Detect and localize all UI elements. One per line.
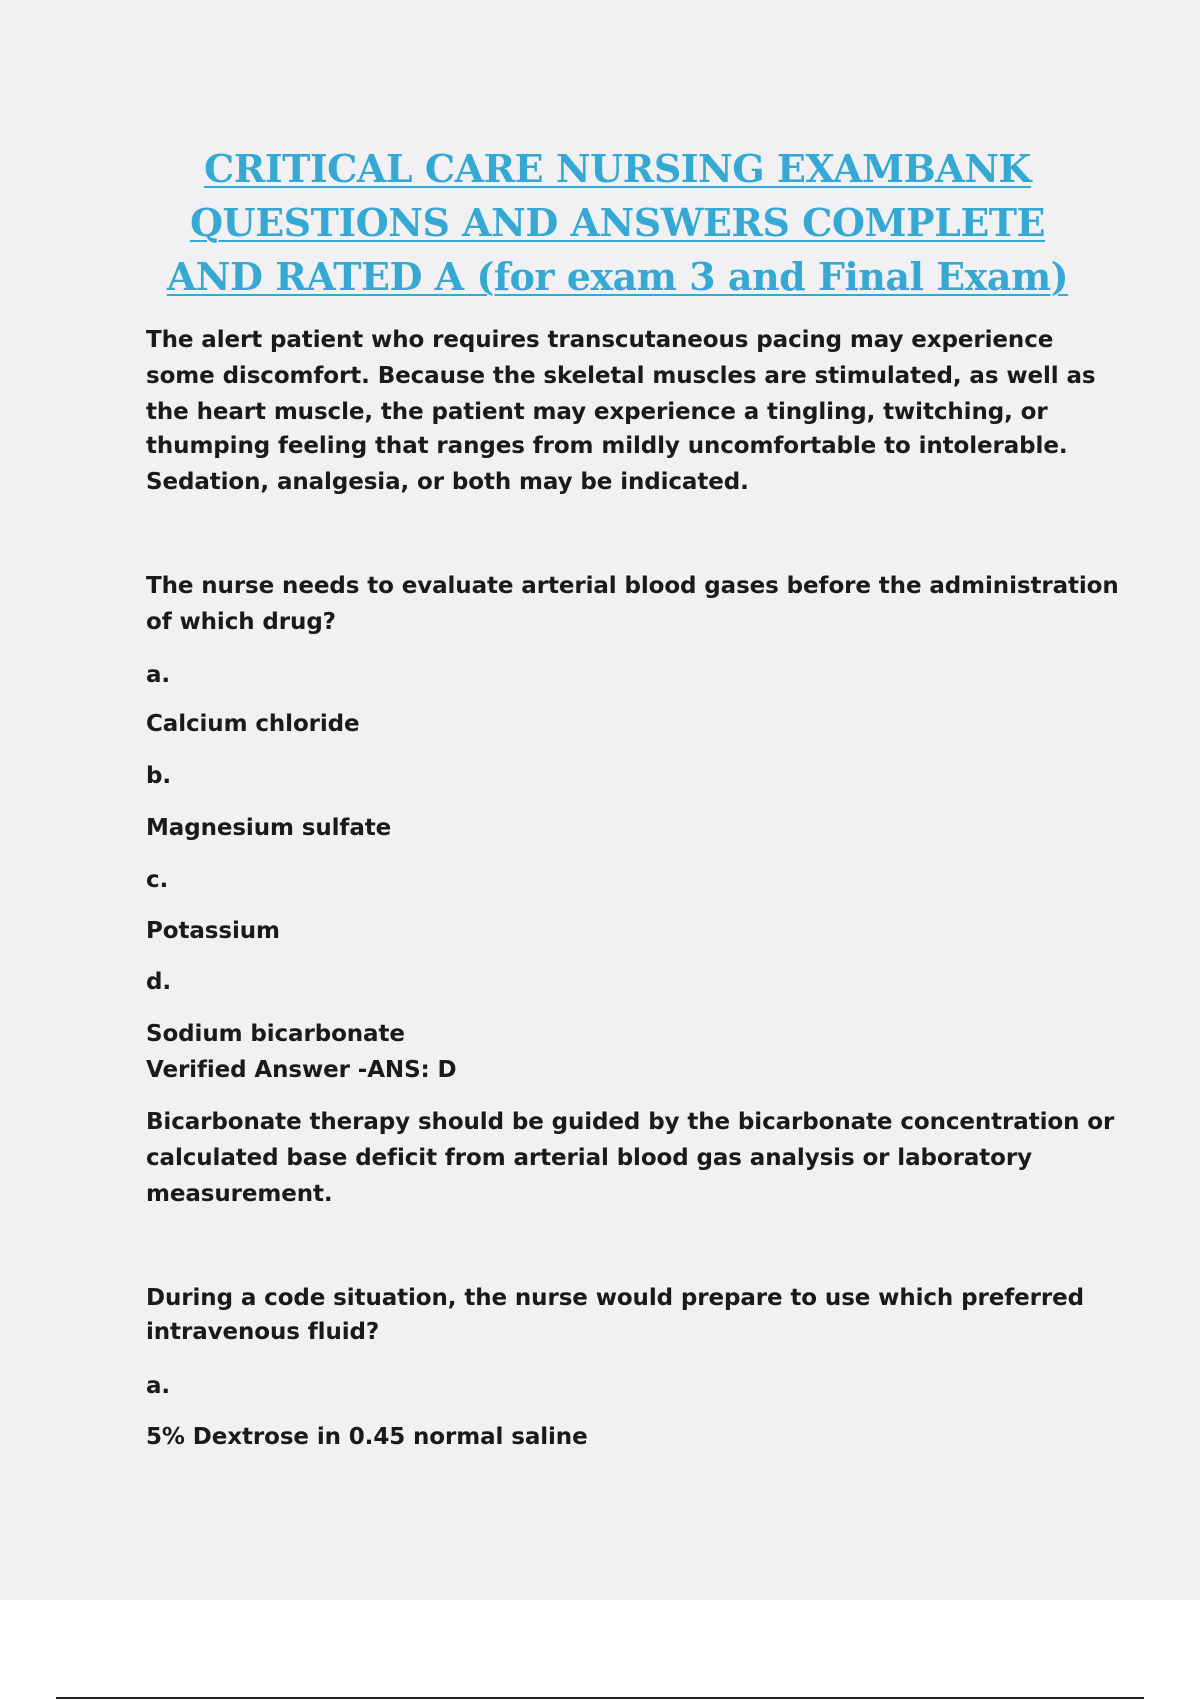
intro-line: the heart muscle, the patient may experience a tingling, twitching, or bbox=[146, 399, 1048, 425]
rationale-line: measurement. bbox=[146, 1181, 333, 1207]
rationale-line: Bicarbonate therapy should be guided by the bicarbonate concentration or bbox=[146, 1109, 1115, 1135]
option-letter: d. bbox=[146, 969, 172, 995]
intro-line: thumping feeling that ranges from mildly uncomfortable to intolerable. bbox=[146, 433, 1068, 459]
option-letter: c. bbox=[146, 867, 169, 893]
option-text: Magnesium sulfate bbox=[146, 815, 392, 841]
rationale-line: calculated base deficit from arterial blood gas analysis or laboratory bbox=[146, 1145, 1032, 1171]
option-text: Sodium bicarbonate bbox=[146, 1021, 405, 1047]
verified-answer: Verified Answer -ANS: D bbox=[146, 1057, 457, 1083]
option-letter: b. bbox=[146, 763, 172, 789]
option-letter: a. bbox=[146, 662, 171, 688]
question-2-stem-line: During a code situation, the nurse would prepare to use which preferred bbox=[146, 1285, 1084, 1311]
intro-line: Sedation, analgesia, or both may be indicated. bbox=[146, 469, 749, 495]
document-title bbox=[130, 142, 1105, 304]
intro-line: some discomfort. Because the skeletal muscles are stimulated, as well as bbox=[146, 363, 1096, 389]
question-1-stem-line: of which drug? bbox=[146, 609, 336, 635]
question-1-stem-line: The nurse needs to evaluate arterial blood gases before the administration bbox=[146, 573, 1119, 599]
title-line-3: AND RATED A (for exam 3 and Final Exam) bbox=[166, 254, 1069, 299]
intro-line: The alert patient who requires transcutaneous pacing may experience bbox=[146, 327, 1054, 353]
title-line-1: CRITICAL CARE NURSING EXAMBANK bbox=[204, 146, 1031, 191]
option-text: Calcium chloride bbox=[146, 711, 360, 737]
title-line-2: QUESTIONS AND ANSWERS COMPLETE bbox=[189, 200, 1046, 245]
question-2-stem-line: intravenous fluid? bbox=[146, 1319, 380, 1345]
option-letter: a. bbox=[146, 1373, 171, 1399]
bottom-rule bbox=[56, 1697, 1144, 1699]
option-text: Potassium bbox=[146, 918, 280, 944]
option-text: 5% Dextrose in 0.45 normal saline bbox=[146, 1424, 588, 1450]
